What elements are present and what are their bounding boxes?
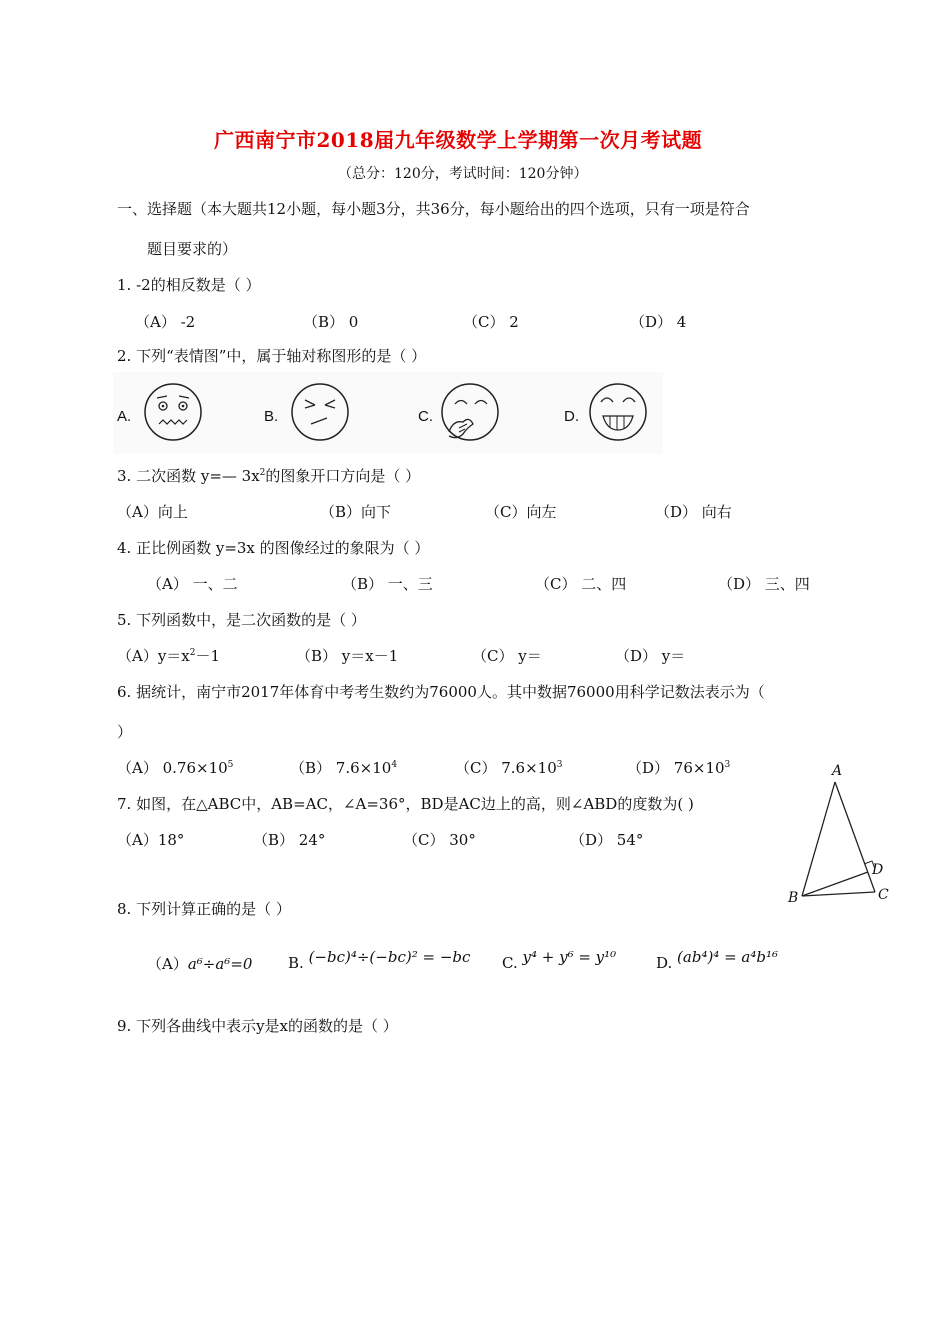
question-5-option-a <box>117 645 220 666</box>
question-7-stem: 7. 如图，在△ABC中，AB=AC，∠A=36°，BD是AC边上的高，则∠ABD的度数为( ) <box>117 795 694 813</box>
vertex-c-label: C <box>878 887 889 903</box>
question-8-option-a <box>147 953 252 974</box>
question-7-option-d: （D） 54° <box>570 831 644 849</box>
question-4-option-c: （C） 二、四 <box>535 575 627 593</box>
face-a-label: A. <box>117 408 132 425</box>
emoticon-faces-svg <box>113 372 663 454</box>
question-1-stem: 1. -2的相反数是（ ） <box>117 276 261 294</box>
question-8-option-d-math: (ab⁴)⁴ = a⁴b¹⁶ <box>677 948 779 966</box>
face-b-label: B. <box>264 408 279 425</box>
question-8-option-b-math: (−bc)⁴÷(−bc)² = −bc <box>308 948 471 966</box>
question-4-stem: 4. 正比例函数 y=3x 的图像经过的象限为（ ） <box>117 539 430 557</box>
question-9-stem: 9. 下列各曲线中表示y是x的函数的是（ ） <box>117 1017 398 1035</box>
question-3-option-a: （A）向上 <box>117 503 188 521</box>
section-heading-line1: 一、选择题（本大题共12小题，每小题3分，共36分，每小题给出的四个选项，只有一项是符合 <box>117 200 750 218</box>
question-6-option-b-exponent: 4 <box>391 760 398 770</box>
question-6-stem-close: ） <box>117 723 133 741</box>
question-8-option-c <box>502 948 617 972</box>
question-6-option-a-exponent: 5 <box>227 760 234 770</box>
question-6-option-c <box>455 757 563 778</box>
question-5-stem: 5. 下列函数中，是二次函数的是（ ） <box>117 611 366 629</box>
vertex-d-label: D <box>872 862 884 878</box>
question-1-option-b: （B） 0 <box>303 313 359 331</box>
vertex-b-label: B <box>788 890 799 906</box>
question-7-option-b: （B） 24° <box>253 831 326 849</box>
question-5-option-c: （C） y＝ <box>472 647 542 665</box>
question-6-option-a-base: （A） 0.76×10 <box>117 759 228 777</box>
question-4-option-a: （A） 一、二 <box>147 575 238 593</box>
page-subtitle: （总分：120分，考试时间：120分钟） <box>338 166 588 182</box>
question-8-option-d-label: D. <box>656 954 673 972</box>
question-8-option-c-label: C. <box>502 954 518 972</box>
face-b-icon <box>292 384 348 440</box>
face-c-icon <box>442 384 498 440</box>
question-4-option-b: （B） 一、三 <box>342 575 433 593</box>
face-c-label: C. <box>418 408 433 425</box>
question-5-option-d: （D） y＝ <box>615 647 686 665</box>
question-8-option-d <box>656 948 779 972</box>
question-8-option-c-math: y⁴ + y⁶ = y¹⁰ <box>522 948 617 966</box>
question-3-option-b: （B）向下 <box>320 503 392 521</box>
question-8-option-a-math: a⁶÷a⁶=0 <box>187 955 253 973</box>
question-6-option-a <box>117 757 233 778</box>
face-d-icon <box>590 384 646 440</box>
face-d-label: D. <box>564 408 579 425</box>
question-6-option-d-base: （D） 76×10 <box>627 759 725 777</box>
question-3-stem <box>117 465 420 486</box>
question-1-option-d: （D） 4 <box>630 313 687 331</box>
question-1-option-a: （A） -2 <box>135 313 196 331</box>
question-6-stem: 6. 据统计，南宁市2017年体育中考考生数约为76000人。其中数据76000用科学记数法表示为（ <box>117 683 765 701</box>
question-3-stem-exponent: 2 <box>259 468 266 478</box>
question-4-option-d: （D） 三、四 <box>718 575 810 593</box>
page-title: 广西南宁市2018届九年级数学上学期第一次月考试题 <box>214 128 703 152</box>
question-7-option-a: （A）18° <box>117 831 185 849</box>
emoticon-figure-panel <box>113 372 663 454</box>
question-2-stem: 2. 下列“表情图”中，属于轴对称图形的是（ ） <box>117 347 427 365</box>
question-6-option-b-base: （B） 7.6×10 <box>290 759 392 777</box>
question-3-stem-pre: 3. 二次函数 y=— 3x <box>117 467 260 485</box>
question-1-option-c: （C） 2 <box>463 313 519 331</box>
question-8-option-b-label: B. <box>288 954 304 972</box>
question-5-option-a-post: －1 <box>195 647 221 665</box>
question-5-option-b: （B） y＝x－1 <box>296 647 399 665</box>
face-a-icon <box>145 384 201 440</box>
question-8-option-b <box>288 948 471 972</box>
question-6-option-d <box>627 757 730 778</box>
vertex-a-label: A <box>832 763 843 779</box>
question-3-option-c: （C）向左 <box>485 503 557 521</box>
question-6-option-b <box>290 757 397 778</box>
question-5-option-a-pre: （A）y＝x <box>117 647 190 665</box>
question-6-option-c-base: （C） 7.6×10 <box>455 759 557 777</box>
question-6-option-d-exponent: 3 <box>724 760 731 770</box>
section-heading-line2: 题目要求的） <box>147 240 238 258</box>
question-8-option-a-label: （A） <box>147 955 188 973</box>
question-6-option-c-exponent: 3 <box>556 760 563 770</box>
question-7-option-c: （C） 30° <box>403 831 476 849</box>
question-3-stem-post: 的图象开口方向是（ ） <box>265 467 421 485</box>
question-5-option-a-exponent: 2 <box>189 648 196 658</box>
question-3-option-d: （D） 向右 <box>655 503 732 521</box>
question-8-stem: 8. 下列计算正确的是（ ） <box>117 900 291 918</box>
triangle-figure <box>780 760 900 910</box>
